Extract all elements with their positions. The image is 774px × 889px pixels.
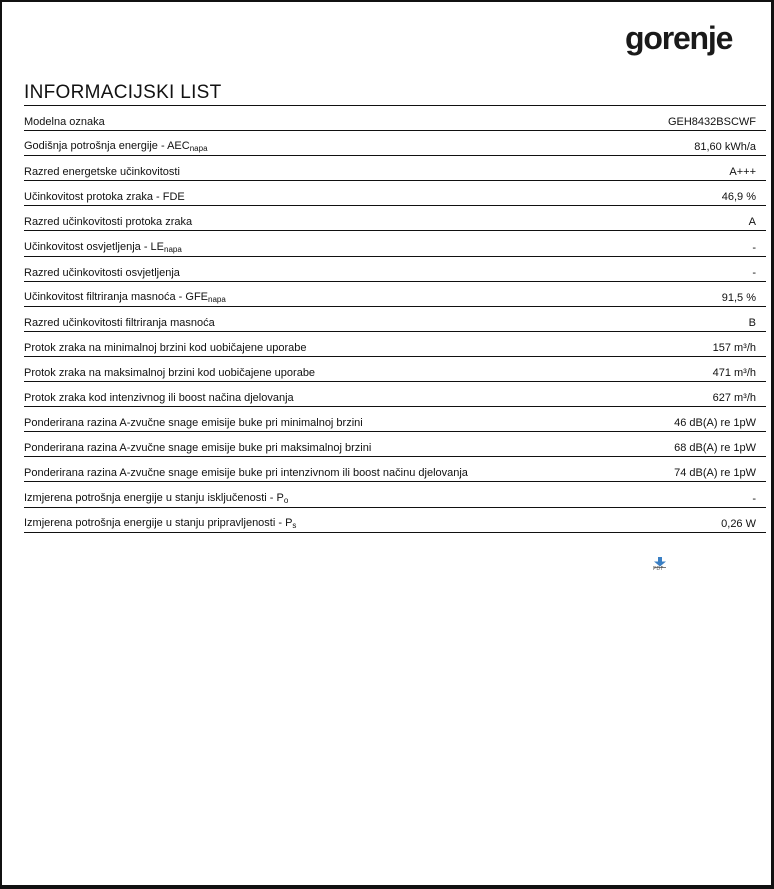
- spec-value: 471 m³/h: [712, 367, 756, 380]
- spec-value: 46 dB(A) re 1pW: [674, 417, 756, 430]
- spec-label: [24, 291, 226, 304]
- spec-label-text: Modelna oznaka: [24, 116, 105, 129]
- page-title: INFORMACIJSKI LIST: [24, 82, 222, 103]
- spec-label: [24, 241, 182, 254]
- spec-value: -: [752, 492, 756, 505]
- spec-row: [24, 282, 766, 307]
- spec-row: [24, 307, 766, 332]
- spec-row: [24, 257, 766, 282]
- spec-label-text: Protok zraka kod intenzivnog ili boost načina djelovanja: [24, 392, 294, 405]
- spec-label-text: Protok zraka na maksimalnoj brzini kod uobičajene uporabe: [24, 367, 316, 380]
- spec-row: [24, 482, 766, 507]
- spec-label: [24, 367, 315, 379]
- spec-label: [24, 417, 363, 429]
- spec-label: [24, 317, 215, 329]
- spec-label: [24, 392, 294, 404]
- spec-label-text: Protok zraka na minimalnoj brzini kod uobičajene uporabe: [24, 341, 307, 354]
- spec-label: [24, 140, 208, 153]
- spec-label: [24, 267, 180, 279]
- spec-value: A+++: [729, 166, 756, 179]
- spec-label-text: Učinkovitost osvjetljenja - LE: [24, 240, 165, 253]
- gorenje-logo: gorenje: [625, 20, 733, 56]
- spec-value: A: [748, 216, 756, 229]
- spec-label-text: Izmjerena potrošnja energije u stanju isključenosti - P: [24, 491, 284, 504]
- spec-row: [24, 156, 766, 181]
- spec-label-text: Razred učinkovitosti protoka zraka: [24, 216, 193, 229]
- spec-label-subscript: napa: [208, 294, 226, 304]
- spec-value: 81,60 kWh/a: [694, 141, 756, 154]
- spec-label: [24, 467, 468, 479]
- spec-row: [24, 457, 766, 482]
- spec-value: 68 dB(A) re 1pW: [674, 442, 756, 455]
- spec-value: GEH8432BSCWF: [667, 116, 756, 129]
- download-pdf-button[interactable]: [652, 555, 668, 573]
- spec-label: [24, 342, 307, 354]
- spec-label-subscript: o: [283, 495, 289, 505]
- spec-label: [24, 191, 185, 203]
- spec-row: [24, 432, 766, 457]
- spec-label: [24, 492, 288, 505]
- spec-label-text: Izmjerena potrošnja energije u stanju pripravljenosti - P: [24, 516, 293, 529]
- spec-value: -: [752, 266, 756, 279]
- spec-label-text: Razred učinkovitosti filtriranja masnoća: [24, 316, 215, 329]
- spec-value: -: [752, 241, 756, 254]
- spec-value: 157 m³/h: [712, 341, 756, 354]
- spec-label-subscript: napa: [164, 244, 182, 254]
- spec-label: [24, 166, 180, 178]
- spec-value: 74 dB(A) re 1pW: [674, 467, 756, 480]
- pdf-label: PDF: [653, 566, 664, 572]
- spec-label-text: Godišnja potrošnja energije - AEC: [24, 140, 190, 153]
- spec-label: [24, 116, 105, 128]
- spec-label-text: Razred učinkovitosti osvjetljenja: [24, 266, 180, 279]
- spec-table: [24, 106, 766, 533]
- spec-row: [24, 181, 766, 206]
- spec-label: [24, 442, 371, 454]
- spec-label-subscript: napa: [189, 144, 208, 154]
- spec-value: 0,26 W: [721, 517, 756, 530]
- spec-row: [24, 407, 766, 432]
- spec-row: [24, 508, 766, 533]
- spec-row: [24, 382, 766, 407]
- spec-row: [24, 332, 766, 357]
- spec-value: 627 m³/h: [712, 392, 756, 405]
- spec-row: [24, 357, 766, 382]
- spec-value: B: [748, 316, 756, 329]
- spec-label-text: Ponderirana razina A-zvučne snage emisije buke pri minimalnoj brzini: [24, 417, 363, 430]
- spec-label-text: Ponderirana razina A-zvučne snage emisije buke pri intenzivnom ili boost načinu djelovanja: [24, 467, 468, 480]
- spec-row: [24, 231, 766, 256]
- spec-row: [24, 131, 766, 156]
- spec-label-subscript: s: [292, 520, 297, 530]
- spec-label-text: Ponderirana razina A-zvučne snage emisije buke pri maksimalnoj brzini: [24, 442, 372, 455]
- spec-row: [24, 106, 766, 131]
- spec-label: [24, 216, 192, 228]
- spec-row: [24, 206, 766, 231]
- spec-label-text: Razred energetske učinkovitosti: [24, 166, 180, 179]
- spec-label-text: Učinkovitost filtriranja masnoća - GFE: [24, 290, 208, 303]
- spec-value: 91,5 %: [721, 291, 756, 304]
- spec-value: 46,9 %: [721, 191, 756, 204]
- spec-label: [24, 517, 296, 530]
- spec-label-text: Učinkovitost protoka zraka - FDE: [24, 191, 185, 204]
